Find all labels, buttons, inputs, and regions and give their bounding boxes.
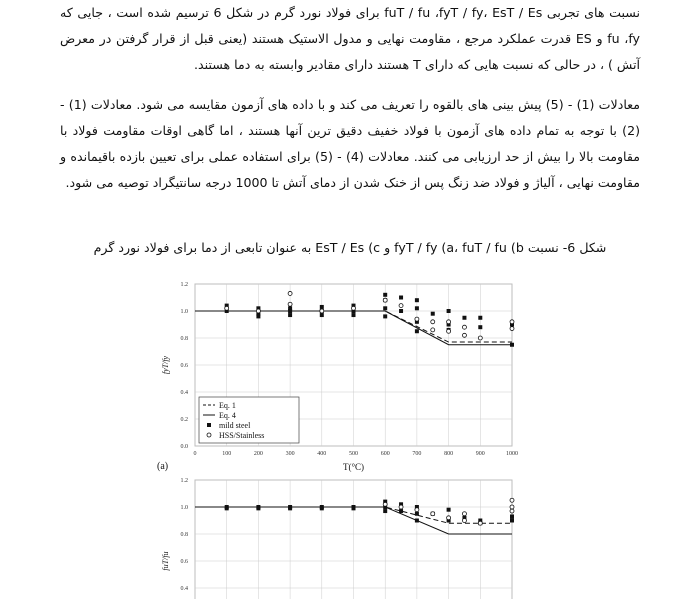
data-point-mild-steel — [320, 506, 324, 510]
data-point-mild-steel — [288, 313, 292, 317]
data-point-hss-stainless — [288, 291, 292, 295]
x-tick-label: 200 — [253, 451, 263, 457]
data-point-hss-stainless — [478, 336, 482, 340]
chart-legend — [199, 397, 299, 443]
data-point-mild-steel — [415, 512, 419, 516]
data-point-mild-steel — [256, 506, 260, 510]
y-tick-label: 1.2 — [180, 282, 188, 288]
data-point-mild-steel — [383, 509, 387, 513]
data-point-mild-steel — [415, 298, 419, 302]
data-point-mild-steel — [447, 508, 451, 512]
data-point-hss-stainless — [431, 320, 435, 324]
data-point-hss-stainless — [256, 309, 260, 313]
data-point-hss-stainless — [288, 302, 292, 306]
data-point-mild-steel — [478, 316, 482, 320]
figure-caption: شکل 6- نسبت fyT / fy (a، fuT / fu (b و EsT / Es (c به عنوان تابعی از دما برای فولاد نورد گرم — [93, 240, 607, 255]
y-tick-label: 1.0 — [180, 309, 188, 315]
data-point-mild-steel — [415, 519, 419, 523]
y-tick-label: 0.6 — [180, 559, 188, 565]
data-point-hss-stainless — [415, 317, 419, 321]
x-tick-label: 700 — [412, 451, 422, 457]
y-tick-label: 0.6 — [180, 363, 188, 369]
data-point-hss-stainless — [399, 304, 403, 308]
data-point-mild-steel — [510, 519, 514, 523]
data-point-hss-stainless — [447, 320, 451, 324]
data-point-hss-stainless — [462, 512, 466, 516]
data-point-hss-stainless — [383, 502, 387, 506]
data-point-hss-stainless — [510, 327, 514, 331]
data-point-mild-steel — [447, 309, 451, 313]
x-tick-label: 0 — [193, 451, 197, 457]
chart-panel-1 — [161, 478, 514, 599]
data-point-hss-stainless — [462, 333, 466, 337]
legend-label: Eq. 1 — [219, 401, 236, 410]
legend-marker-square — [207, 423, 211, 427]
data-point-mild-steel — [510, 514, 514, 518]
data-point-mild-steel — [352, 313, 356, 317]
data-point-hss-stainless — [510, 498, 514, 502]
y-tick-label: 1.2 — [180, 478, 188, 484]
y-axis-label: fuT/fu — [161, 551, 170, 571]
data-point-hss-stainless — [431, 328, 435, 332]
data-point-hss-stainless — [320, 309, 324, 313]
legend-label: Eq. 4 — [219, 411, 236, 420]
data-point-mild-steel — [399, 296, 403, 300]
data-point-mild-steel — [510, 343, 514, 347]
data-point-mild-steel — [320, 305, 324, 309]
chart-panel-0 — [157, 282, 518, 472]
data-point-mild-steel — [288, 309, 292, 313]
y-tick-label: 0.0 — [180, 444, 188, 450]
legend-marker-circle — [207, 433, 211, 437]
y-tick-label: 0.4 — [180, 586, 188, 592]
data-point-mild-steel — [415, 329, 419, 333]
data-point-hss-stainless — [462, 519, 466, 523]
x-tick-label: 600 — [380, 451, 390, 457]
data-point-hss-stainless — [447, 516, 451, 520]
legend-label: mild steel — [219, 421, 251, 430]
data-point-mild-steel — [478, 325, 482, 329]
data-point-mild-steel — [415, 306, 419, 310]
data-point-mild-steel — [225, 506, 229, 510]
x-tick-label: 300 — [285, 451, 295, 457]
data-point-mild-steel — [288, 506, 292, 510]
x-tick-label: 100 — [222, 451, 232, 457]
data-point-mild-steel — [320, 313, 324, 317]
data-point-mild-steel — [399, 509, 403, 513]
y-axis-label: fyT/fy — [161, 355, 170, 375]
data-point-hss-stainless — [383, 298, 387, 302]
x-tick-label: 900 — [475, 451, 485, 457]
data-point-hss-stainless — [462, 325, 466, 329]
data-point-mild-steel — [383, 306, 387, 310]
data-point-mild-steel — [383, 314, 387, 318]
data-point-hss-stainless — [478, 521, 482, 525]
data-point-hss-stainless — [431, 512, 435, 516]
paragraph-1: نسبت های تجربی fuT / fu ،fyT / fy، EsT / Es برای فولاد نورد گرم در شکل 6 ترسیم شده است ، جایی که fu ،fy و ES قدرت عملکرد مرجع ، مقاومت نهایی و مدول الاستیک هستند (یعنی قبل از قرار گرفتن در معرض آتش ) ، در حالی که نسبت هایی که دارای T هستند دارای مقادیر وابسته به دما هستند. — [60, 5, 641, 72]
y-tick-label: 1.0 — [180, 505, 188, 511]
y-tick-label: 0.4 — [180, 390, 188, 396]
data-point-hss-stainless — [352, 306, 356, 310]
data-point-mild-steel — [256, 314, 260, 318]
data-point-hss-stainless — [510, 509, 514, 513]
paragraph-2: معادلات (1) - (5) پیش بینی های بالقوه را تعریف می کند و با داده های آزمون مقایسه می شود. معادلات (1) - (2) با توجه به تمام داده های آزمون با فولاد خفیف دقیق ترین آنها هستند ، اما گاهی اوقات مقاومت فولاد با مقاومت بالا را بیش از حد ارزیابی می کنند. معادلات (4) - (5) برای استفاده عملی برای تعیین بازده باقیمانده و مقاومت نهایی ، آلیاژ و فولاد ضد زنگ پس از خنک شدن از دمای آتش تا 1000 درجه سانتیگراد توصیه می شود. — [60, 97, 640, 190]
x-tick-label: 1000 — [506, 451, 518, 457]
data-point-hss-stainless — [510, 505, 514, 509]
data-point-mild-steel — [352, 506, 356, 510]
data-point-hss-stainless — [447, 329, 451, 333]
x-tick-label: 800 — [444, 451, 454, 457]
y-tick-label: 0.8 — [180, 532, 188, 538]
legend-label: HSS/Stainless — [219, 431, 265, 440]
y-tick-label: 0.8 — [180, 336, 188, 342]
data-point-mild-steel — [399, 309, 403, 313]
x-axis-label: T(°C) — [342, 462, 365, 472]
data-point-hss-stainless — [415, 508, 419, 512]
x-tick-label: 400 — [317, 451, 327, 457]
data-point-hss-stainless — [510, 320, 514, 324]
data-point-hss-stainless — [225, 306, 229, 310]
data-point-hss-stainless — [399, 505, 403, 509]
data-point-mild-steel — [383, 293, 387, 297]
panel-label: (a) — [157, 461, 169, 472]
data-point-mild-steel — [462, 316, 466, 320]
x-tick-label: 500 — [349, 451, 358, 457]
y-tick-label: 0.2 — [180, 417, 188, 423]
data-point-mild-steel — [431, 312, 435, 316]
